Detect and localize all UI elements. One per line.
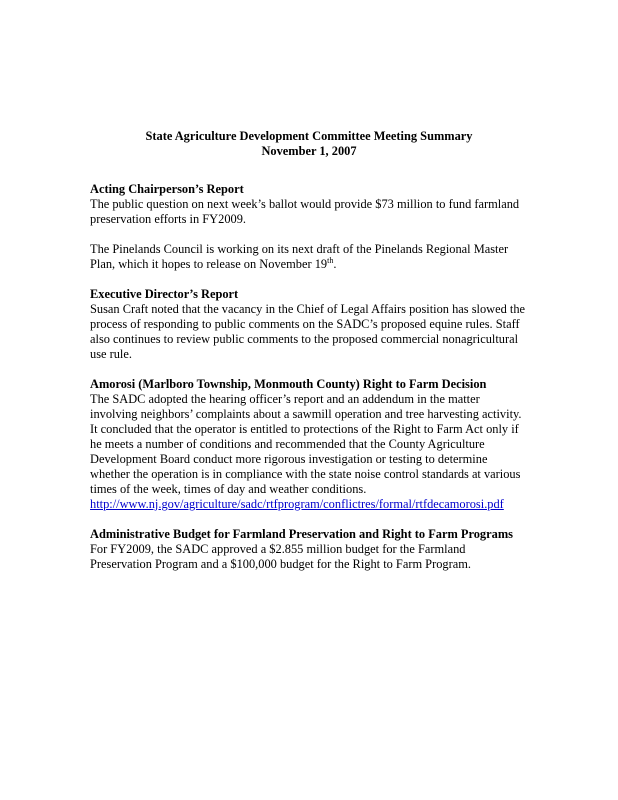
section-heading-amorosi: Amorosi (Marlboro Township, Monmouth County) Right to Farm Decision	[90, 377, 487, 391]
section-heading-chair-report: Acting Chairperson’s Report	[90, 182, 244, 196]
chair-report-paragraph-2-text: The Pinelands Council is working on its next draft of the Pinelands Regional Master Plan, which it hopes to release on November 19	[90, 242, 509, 271]
document-body	[90, 182, 530, 572]
document-title: State Agriculture Development Committee Meeting Summary	[145, 129, 473, 143]
chair-report-paragraph-2	[90, 242, 530, 272]
section-heading-budget: Administrative Budget for Farmland Preservation and Right to Farm Programs	[90, 527, 513, 541]
amorosi-paragraph: The SADC adopted the hearing officer’s report and an addendum in the matter involving neighbors’ complaints about a sawmill operation and tree harvesting activity. It concluded that the operator is entitled to protections of the Right to Farm Act only if he meets a number of conditions and recommended that the County Agriculture Development Board conduct more rigorous investigation or testing to determine whether the operation is in compliance with the state noise control standards at various times of the week, times of day and weather conditions.	[90, 392, 522, 496]
document-date: November 1, 2007	[261, 144, 357, 158]
amorosi-decision-link[interactable]: http://www.nj.gov/agriculture/sadc/rtfprogram/conflictres/formal/rtfdecamorosi.pdf	[90, 497, 504, 511]
section-chair-report	[90, 182, 530, 272]
section-exec-director-report	[90, 287, 530, 362]
budget-paragraph: For FY2009, the SADC approved a $2.855 million budget for the Farmland Preservation Program and a $100,000 budget for the Right to Farm Program.	[90, 542, 471, 571]
amorosi-link-line	[90, 497, 530, 512]
chair-report-superscript: th	[327, 255, 334, 265]
section-amorosi	[90, 377, 530, 512]
section-heading-exec-director: Executive Director’s Report	[90, 287, 239, 301]
exec-director-paragraph: Susan Craft noted that the vacancy in the Chief of Legal Affairs position has slowed the process of responding to public comments on the SADC’s proposed equine rules. Staff also continues to review public comments to the proposed commercial nonagricultural use rule.	[90, 302, 526, 361]
chair-report-paragraph-1: The public question on next week’s ballot would provide $73 million to fund farmland preservation efforts in FY2009.	[90, 197, 520, 226]
section-budget	[90, 527, 530, 572]
chair-report-paragraph-2-end: .	[333, 257, 337, 271]
title-block	[90, 129, 528, 159]
